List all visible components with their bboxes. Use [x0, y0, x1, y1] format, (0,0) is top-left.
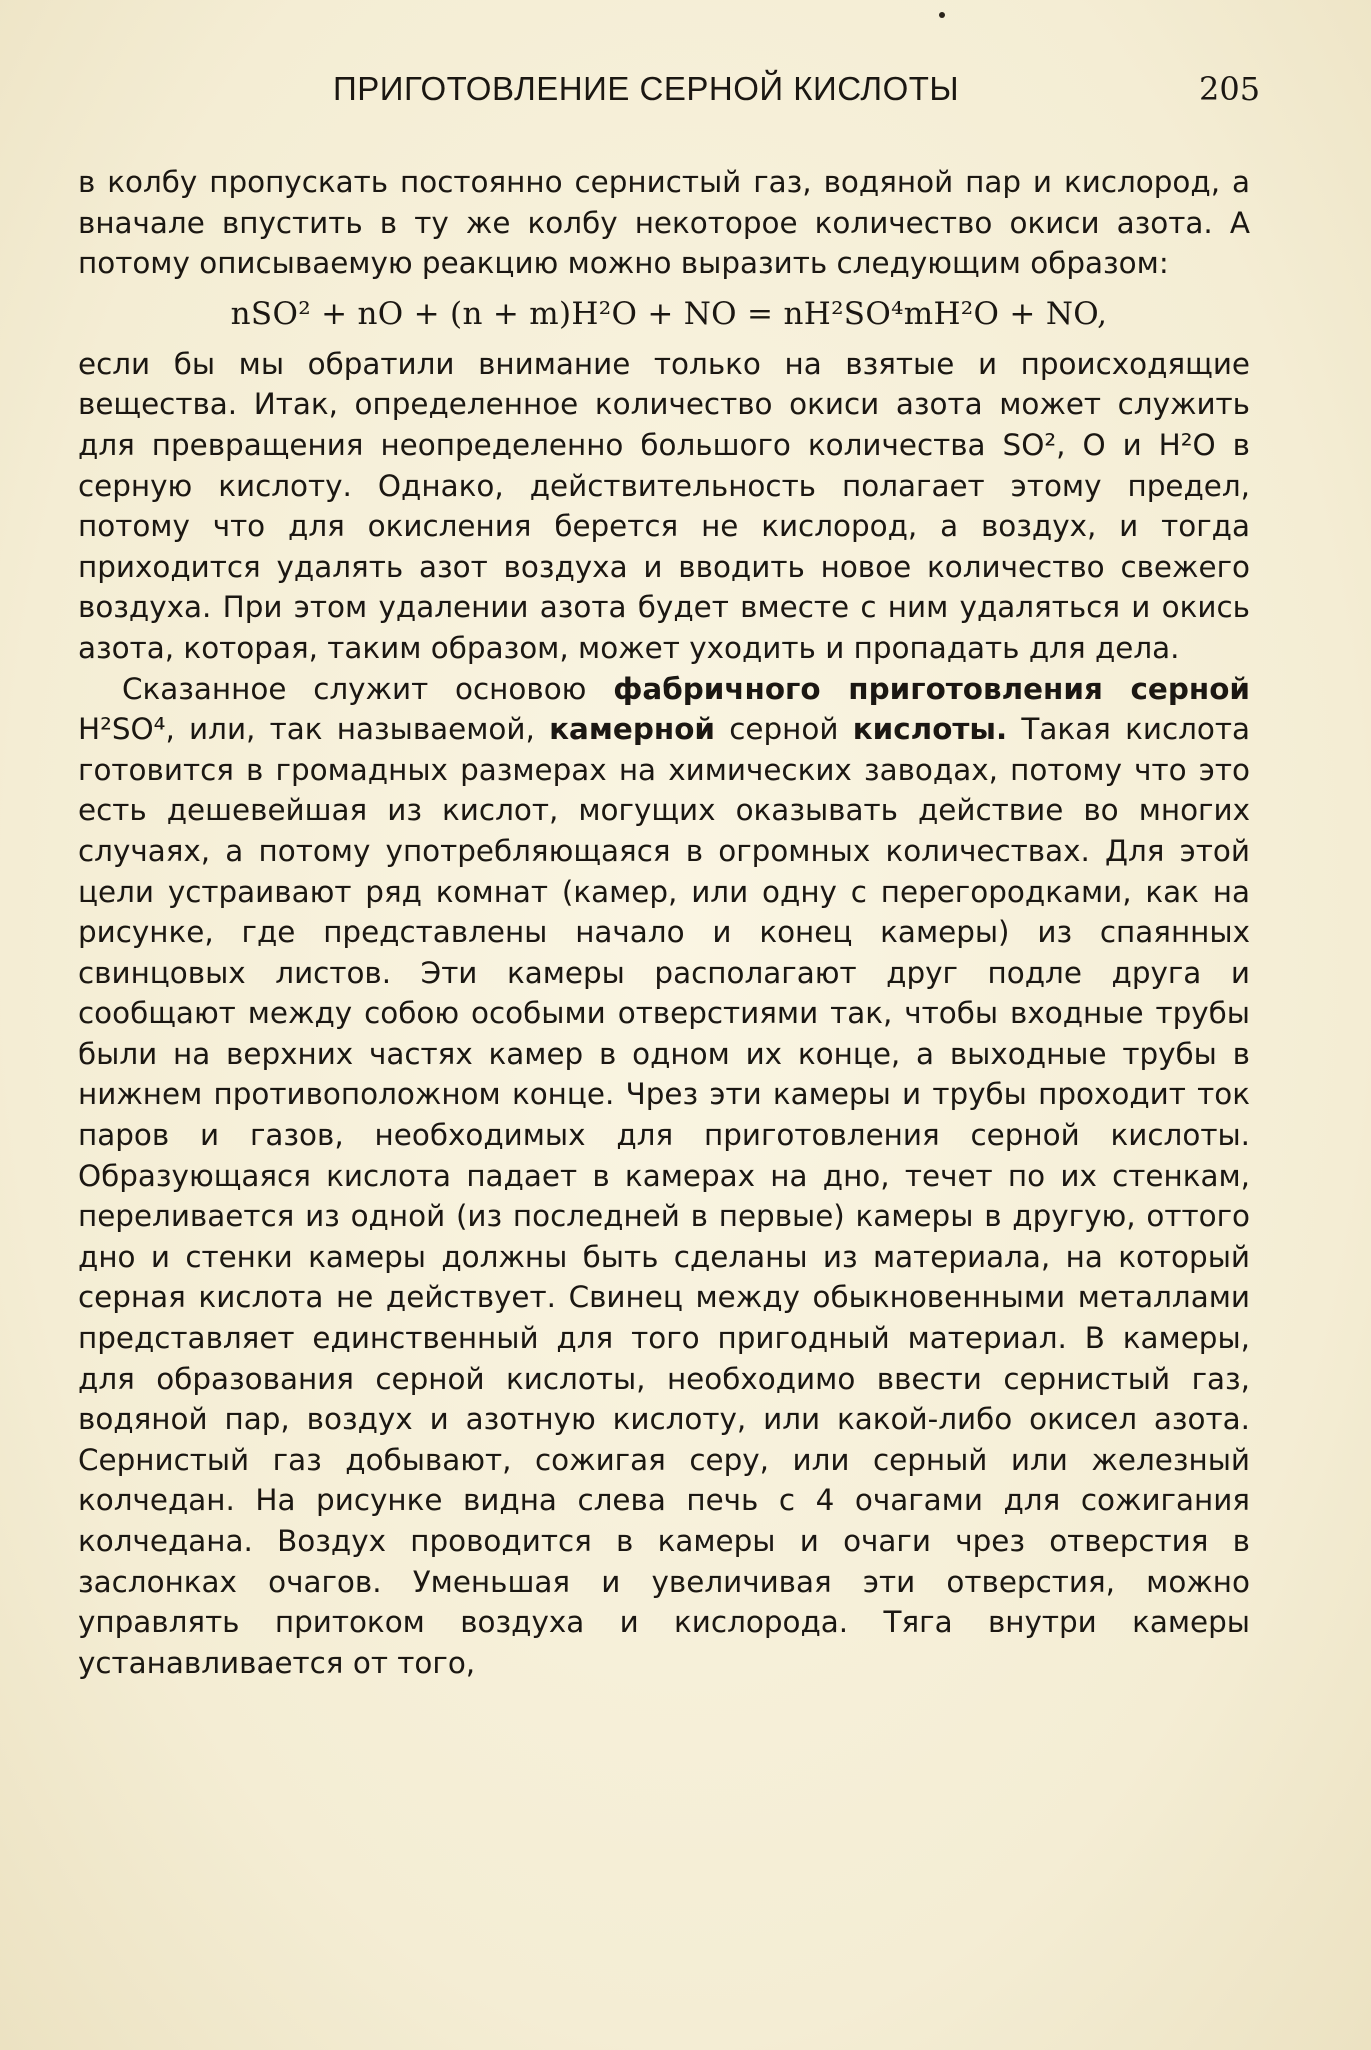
- paragraph-1: в колбу пропускать постоянно сернистый газ, водяной пар и кислород, а вначале впустить в ту же колбу некоторое количество окиси азота. А потому описываемую реакцию можно выразить следующим образом:: [78, 165, 1250, 281]
- paragraph-3-text-3: серной: [714, 712, 853, 747]
- paragraph-3-text-4: Такая кислота готовится в громадных размерах на химических заводах, потому что это есть дешевейшая из кислот, могущих оказывать действие во многих случаях, а потому употребляющаяся в огромных количествах. Для этой цели устраивают ряд комнат (камер, или одну с перегородками, как на рисунке, где представлены начало и конец камеры) из спаянных свинцовых листов. Эти камеры располагают друг подле друга и сообщают между собою особыми отверстиями так, чтобы входные трубы были на верхних частях камер в одном их конце, а выходные трубы в нижнем противоположном конце. Чрез эти камеры и трубы проходит ток паров и газов, необходимых для приготовления серной кислоты. Образующаяся кислота падает в камерах на дно, течет по их стенкам, переливается из одной (из последней в первые) камеры в другую, оттого дно и стенки камеры должны быть сделаны из материала, на который серная кислота не действует. Свинец между обыкновенными металлами представляет единственный для того пригодный материал. В камеры, для образования серной кислоты, необходимо ввести сернистый газ, водяной пар, воздух и азотную кислоту, или какой-либо окисел азота. Сернистый газ добывают, сожигая серу, или серный или железный колчедан. На рисунке видна слева печь с 4 очагами для сожигания колчедана. Воздух проводится в камеры и очаги чрез отверстия в заслонках очагов. Уменьшая и увеличивая эти отверстия, можно управлять притоком воздуха и кислорода. Тяга внутри камеры устанавливается от того,: [78, 712, 1250, 1680]
- running-title: ПРИГОТОВЛЕНИЕ СЕРНОЙ КИСЛОТЫ: [333, 70, 960, 107]
- paragraph-3: [78, 669, 1250, 1684]
- chemical-formula: nSO² + nO + (n + m)H²O + NO = nH²SO⁴mH²O + NO,: [230, 295, 1108, 332]
- paragraph-3-bold-term-2: камерной: [549, 712, 715, 747]
- paragraph-3-bold-term-3: кислоты.: [852, 712, 1008, 747]
- paragraph-3-text-2: H²SO⁴, или, так называемой,: [78, 712, 550, 747]
- page-number: 205: [1199, 70, 1261, 108]
- paragraph-3-text-1: Сказанное служит основою: [122, 671, 614, 706]
- print-speck: [939, 12, 945, 18]
- main-text: [78, 162, 1250, 1683]
- paragraph-3-bold-term-1: фабричного приготовления серной: [613, 671, 1250, 706]
- paragraph-2: если бы мы обратили внимание только на взятые и происходящие вещества. Итак, определенное количество окиси азота может служить для превращения неопределенно большого количества SO², O и H²O в серную кислоту. Однако, действительность полагает этому предел, потому что для окисления берется не кислород, а воздух, и тогда приходится удалять азот воздуха и вводить новое количество свежего воздуха. При этом удалении азота будет вместе с ним удаляться и окись азота, которая, таким образом, может уходить и пропадать для дела.: [78, 346, 1250, 665]
